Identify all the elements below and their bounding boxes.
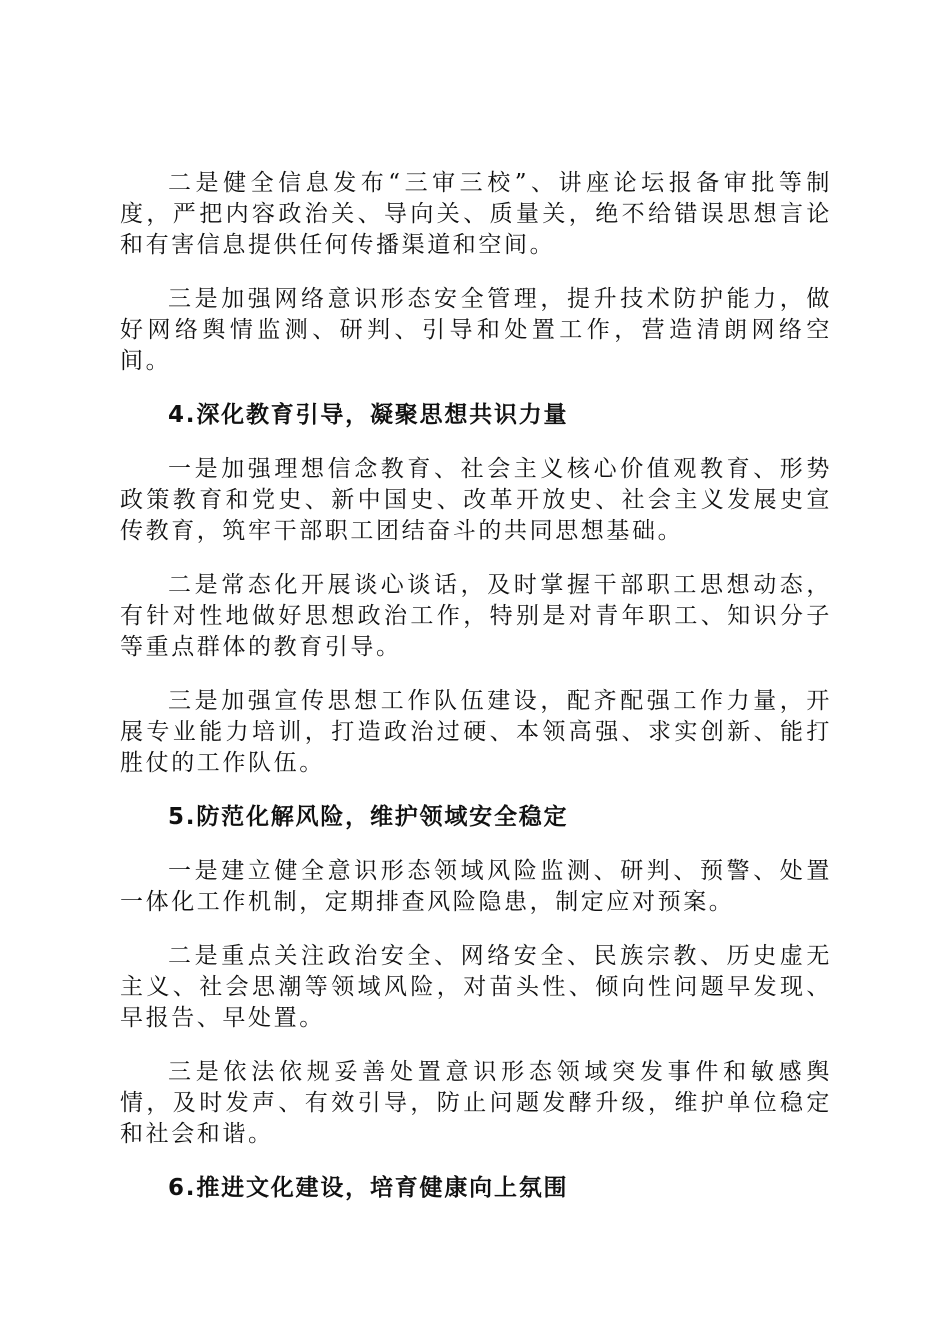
paragraph: 一是加强理想信念教育、社会主义核心价值观教育、形势政策教育和党史、新中国史、改革开放史、社会主义发展史宣传教育，筑牢干部职工团结奋斗的共同思想基础。 — [120, 456, 832, 544]
paragraph: 三是加强宣传思想工作队伍建设，配齐配强工作力量，开展专业能力培训，打造政治过硬、本领高强、求实创新、能打胜仗的工作队伍。 — [120, 688, 832, 776]
paragraph: 二是常态化开展谈心谈话，及时掌握干部职工思想动态，有针对性地做好思想政治工作，特别是对青年职工、知识分子等重点群体的教育引导。 — [120, 572, 832, 660]
paragraph: 三是依法依规妥善处置意识形态领域突发事件和敏感舆情，及时发声、有效引导，防止问题发酵升级，维护单位稳定和社会和谐。 — [120, 1059, 832, 1147]
section-heading: 6.推进文化建设，培育健康向上氛围 — [168, 1175, 569, 1201]
section-heading: 5.防范化解风险，维护领域安全稳定 — [168, 804, 569, 830]
paragraph: 二是健全信息发布“三审三校”、讲座论坛报备审批等制度，严把内容政治关、导向关、质量关，绝不给错误思想言论和有害信息提供任何传播渠道和空间。 — [120, 170, 832, 258]
paragraph: 一是建立健全意识形态领域风险监测、研判、预警、处置一体化工作机制，定期排查风险隐患，制定应对预案。 — [120, 858, 832, 915]
paragraph: 三是加强网络意识形态安全管理，提升技术防护能力，做好网络舆情监测、研判、引导和处置工作，营造清朗网络空间。 — [120, 286, 832, 374]
section-heading: 4.深化教育引导，凝聚思想共识力量 — [168, 402, 569, 428]
paragraph: 二是重点关注政治安全、网络安全、民族宗教、历史虚无主义、社会思潮等领域风险，对苗头性、倾向性问题早发现、早报告、早处置。 — [120, 943, 832, 1031]
document-page — [120, 168, 832, 1227]
